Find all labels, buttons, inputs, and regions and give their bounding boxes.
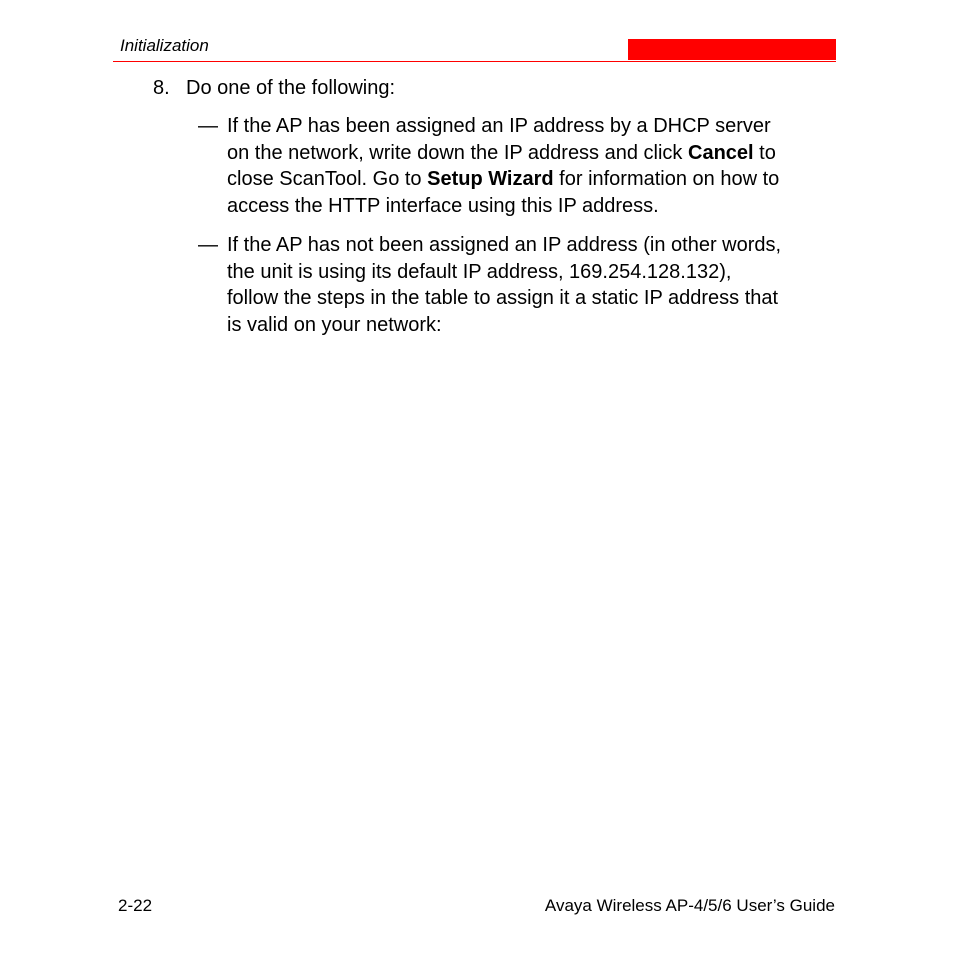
- option-line: on the network, write down the IP address and click Cancel to: [227, 141, 776, 164]
- option-default-ip: [198, 232, 839, 339]
- step-number: 8.: [153, 77, 170, 99]
- option-dhcp-assigned: [198, 113, 839, 220]
- step-8: [153, 75, 395, 101]
- option-dash: —: [198, 115, 218, 137]
- cancel-label: Cancel: [688, 141, 754, 164]
- option-line: is valid on your network:: [227, 314, 442, 337]
- option-line: close ScanTool. Go to Setup Wizard for information on how to: [227, 168, 780, 191]
- header-accent-bar: [628, 39, 836, 60]
- option-line: follow the steps in the table to assign it a static IP address that: [227, 287, 779, 310]
- header-rule: [113, 61, 836, 62]
- page-number: 2-22: [118, 896, 153, 915]
- setup-wizard-label: Setup Wizard: [427, 168, 554, 191]
- guide-title: Avaya Wireless AP-4/5/6 User’s Guide: [544, 896, 835, 915]
- option-line: access the HTTP interface using this IP address.: [227, 195, 659, 218]
- section-title: Initialization: [120, 36, 209, 55]
- option-line: the unit is using its default IP address, 169.254.128.132),: [227, 260, 732, 283]
- option-dash: —: [198, 234, 218, 256]
- step-text: Do one of the following:: [186, 77, 396, 99]
- option-line: If the AP has not been assigned an IP address (in other words,: [227, 234, 782, 256]
- option-line: If the AP has been assigned an IP address by a DHCP server: [227, 115, 771, 137]
